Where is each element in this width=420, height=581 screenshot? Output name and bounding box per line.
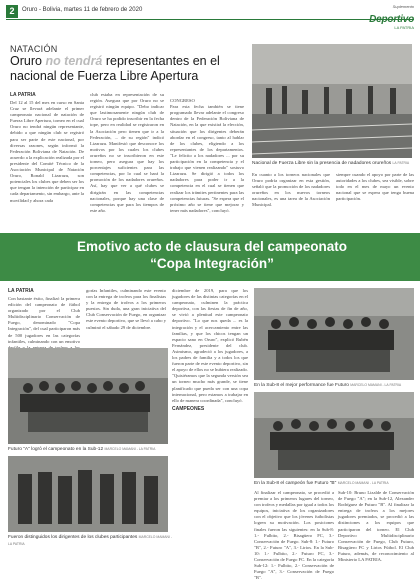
supplement-label: Suplemento (392, 4, 414, 9)
article1-column-1 (10, 92, 84, 230)
swimming-photo-image (252, 44, 412, 158)
article1-column-4 (252, 172, 330, 230)
photo-caption (8, 446, 170, 453)
subheading: CAMPEONES (172, 405, 205, 412)
article2-column-5 (338, 490, 414, 563)
publisher-name: LA PATRIA (394, 25, 414, 30)
body-text: Del 12 al 15 del mes en curso en Santa Cruz se llevará adelante el primer campeonato nacional de natación de Fuerza Libre Apertura, torneo en el cual Oruro no tendrá ningún representante, debido a que ningún club se registró para ser parte de este nacional, por diversas razones, según informó la Federación Boliviana de Natación. De acuerdo a la explicación realizada por el presidente del Comité Técnico de la Asociación Municipal de Natación Oruro, Ronald Lizarazu, son potenciales los clubes que deben ser los que tengan la intención de participar en cada departamento, sin embargo, ante la movilidad y ahora cada (10, 100, 84, 203)
body-text: siempre cuando el apoyo por parte de las autoridades a los clubes, sea visible, sobre todo en el mes de mayo un evento nacional que se espera que tenga buena participación. (336, 172, 414, 202)
article1-column-3 (170, 92, 244, 230)
team-photo-futuro-b (254, 392, 414, 478)
headline-part: Oruro (10, 54, 46, 68)
article1-column-2 (90, 92, 164, 230)
caption-text: Fueron distinguidos los dirigentes de los clubes participantes (8, 535, 138, 540)
team-photo-image (254, 288, 414, 380)
article1-headline (10, 54, 250, 84)
photo-credit: MARCELO MAMANI - LA PATRIA (104, 447, 156, 451)
supplement-logo (369, 4, 414, 30)
brand-name: Deportivo (369, 14, 414, 25)
caption-text: Futuro "A" logró el campeonato en la Sub-12 (8, 447, 104, 452)
dateline: Oruro - Bolivia, martes 11 de febrero de 2020 (22, 7, 143, 13)
team-photo-sub12 (8, 348, 168, 444)
photo-credit: MARCELO MAMANI - LA PATRIA (8, 535, 173, 546)
team-photo-image (254, 392, 414, 478)
photo-caption (252, 160, 416, 167)
body-text: Sub-10: Bruno Lizalde de Conservación de Fuego "A"; en la Sub-12, Alexander Rodríguez de Futuro "B". Al finalizar la entrega de trofeos a los mejores jugadores premiados, se procedió a las distinciones a los equipos que participaron del torneo. El Club Deportivo Multidisciplinario Conservación de Fuego, Club Futuro, Bisagüero FC y Lirios Fútbol. El Club Futuro, además, de reconocimiento al Ministerio LA PATRIA. (338, 490, 414, 563)
caption-text: En la Sub-8 el campeón fue Futuro "B" (254, 481, 337, 486)
team-photo-image (8, 348, 168, 444)
caption-text: Nacional de Fuerza Libre sin la presencia de nadadores orureños (252, 161, 392, 166)
body-text: club estaba en representación de su región. Asegura que por Oruro no se registró ningún equipo. "Debo indicar que lastimosamente ningún club de Oruro se ha podido inscribir en la fecha tope, pero en realidad se registraron en la Asociación pero tienen que ir a la Federación, ... de su región" indicó Lizarazu. Manifestó que desconoce los motivos por los cuales los clubes orureños no se inscribieron en este torneo, pero asegura que hay los porcentajes suficientes para las competencias, por lo cual se hará la promoción de los nadadores orureños. Así, hay que ver a qué clubes se dirigirán en las competencias nacionales, porque hay una clase de competencias que para los tiempos de este año. (90, 92, 164, 213)
article2-headline: Emotivo acto de clausura del campeonato “Copa Integración” (76, 239, 348, 271)
byline: LA PATRIA (8, 288, 34, 294)
byline: LA PATRIA (10, 92, 36, 98)
body-text: Al finalizar el campeonato, se procedió a premiar a los primeros lugares del torneo, con trofeos y medallas por igual a todos los equipos, iniciativa de los organizadores con el objetivo que los jóvenes futbolistas logren su motivación. Los posiciones finales fueron las siguientes: en la Sub-8: 1.- Fulbito, 2.- Bisagüero FC, 3.- Conservación de Fuego. Sub-8: 1.- Futuro "B", 2.- Futuro "A", 3.- Lirios. En la Sub-10: 1.- Fulbito, 2.- Futuro FC, 3.- Conservación de Fuego FC. En la categoría Sub-12: 1.- Fulbito, 2.- Conservación de Fuego "A", 3.- Conservación de Fuego "B". (254, 490, 334, 581)
article2-column-2 (86, 288, 166, 346)
caption-text: En la Sub-8 el mejor performance fue Futuro (254, 383, 349, 388)
body-text: gorías Infantiles, culminando este evento con la entrega de trofeos para los finalistas y la entrega de trofeos a los primeros puestos. Sin duda, una gran iniciativa del Club Conservación de Fuego, en organizar este evento deportivo, que se llevó a cabo y culminó el sábado 29 de diciembre. (86, 288, 166, 330)
directors-photo-image (8, 456, 168, 532)
article2-column-3 (172, 288, 248, 538)
team-photo-sub8 (254, 288, 414, 380)
article2-column-4 (254, 490, 334, 581)
directors-photo (8, 456, 168, 532)
swimming-photo (252, 44, 412, 158)
photo-caption (254, 382, 416, 389)
body-text: CONGRESO Para esta fecha también se tiene programado llevar adelante el congreso dentro de la Federación Boliviana de Natación, en la que existirá la elección, situación que los dirigentes deberán abordar en el congreso, tanto al hablar de los clubes, eligiendo a los representantes de los departamentos. "Le felicito a los nadadores ... por su participación en la competencia y el trabajo que vienen realizando" sostuvo Lizarazu. Se dirigió a todos los nadadores para poder ir a la competencia en el cual se tienen que realizar los trámites pertinentes para las competencias futuras. "Se espera que el próximo año se tiene que mejorar y tener más nadadores", concluyó. (170, 98, 244, 213)
page-number: 2 (6, 5, 18, 18)
body-text: Con bastante éxito, finalizó la primera edición del campeonato de fútbol organizado por el Club Multidisciplinario Conservación de Fuego, denominado "Copa Integración", del cual participaron más de 500 jugadores en las categorías infantiles, culminando con un emotivo (8, 296, 80, 344)
headline-part: representantes en el nacional de Fuerza Libre Apertura (10, 54, 220, 83)
photo-caption (254, 480, 416, 487)
article2-column-1 (8, 288, 80, 346)
headline-strike: no tendrá (45, 54, 103, 68)
photo-credit: LA PATRIA (392, 161, 410, 165)
body-text: En cuanto a los torneos nacionales que Oruro podría organizar en esta gestión, señaló que la promoción de los nadadores orureños en los nuevos torneos nacionales, es una tarea de la Asociación Municipal. (252, 172, 330, 208)
page-header (6, 4, 414, 30)
photo-credit: MARCELO MAMANI - LA PATRIA (337, 481, 389, 485)
article1-column-5 (336, 172, 414, 230)
body-text: diciembre de 2019, para que los jugadores de las distintas categorías en el campeonato, culminen la práctica deportiva, con las fiestas de fin de año, se vivió a plenitud este campeonato deportivo. "Lo que nos queda ... es la integración y el acercamiento entre las familias, y que los chicos tengan un espacio sano en Oruro", explicó Rubén Fernández, presidente del club. Asimismo, agradeció a los jugadores, a los padres de familia y a todos los que fueron parte de este evento deportivo, sin el apoyo de ellos no se hubiera realizado. "Quisiéramos que la segunda versión sea un torneo mucho más grande, se tiene planificado que pueda ser con una copa internacional, pero estamos a trabajar en ello de manera coordinada", concluyó. (172, 288, 248, 403)
photo-credit: MARCELO MAMANI - LA PATRIA (350, 383, 402, 387)
photo-caption (8, 534, 176, 548)
section-label: NATACIÓN (10, 44, 58, 54)
